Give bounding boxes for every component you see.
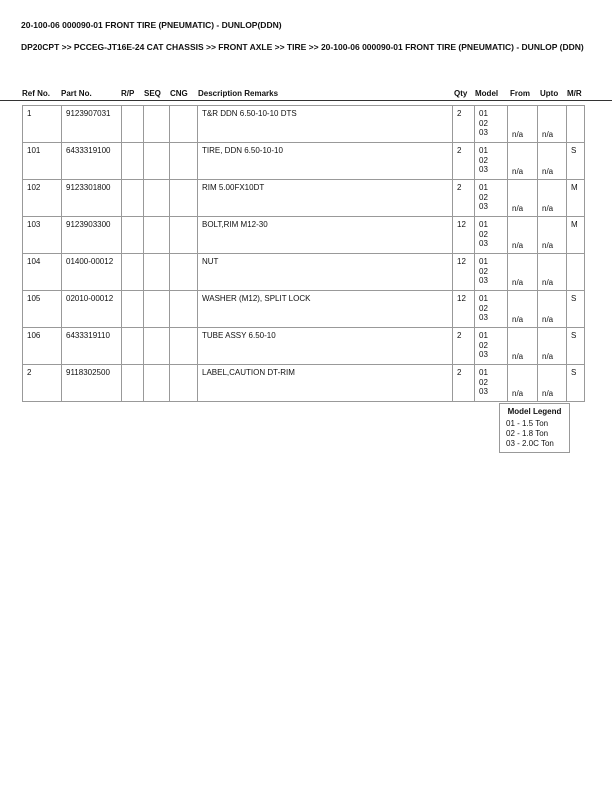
cell-empty bbox=[122, 291, 144, 328]
cell-empty bbox=[170, 180, 198, 217]
page-title: 20-100-06 000090-01 FRONT TIRE (PNEUMATIC) - DUNLOP(DDN) bbox=[21, 20, 282, 30]
cell-ref: 105 bbox=[23, 291, 62, 328]
table-row bbox=[23, 180, 585, 217]
cell-desc: BOLT,RIM M12-30 bbox=[198, 217, 453, 254]
cell-empty bbox=[144, 365, 170, 402]
cell-ref: 101 bbox=[23, 143, 62, 180]
column-header: M/R bbox=[567, 89, 582, 98]
table-row bbox=[23, 217, 585, 254]
header-divider bbox=[0, 100, 612, 101]
cell-empty bbox=[144, 217, 170, 254]
cell-qty: 12 bbox=[453, 254, 475, 291]
cell-mr: S bbox=[567, 328, 585, 365]
cell-ref: 104 bbox=[23, 254, 62, 291]
legend-title: Model Legend bbox=[507, 407, 562, 416]
cell-empty bbox=[122, 106, 144, 143]
cell-empty bbox=[170, 143, 198, 180]
cell-ref: 106 bbox=[23, 328, 62, 365]
model-legend bbox=[499, 403, 570, 453]
column-header: Model bbox=[475, 89, 499, 98]
cell-part: 9123301800 bbox=[62, 180, 122, 217]
cell-model: 01 02 03 bbox=[475, 106, 508, 143]
cell-upto: n/a bbox=[538, 180, 567, 217]
parts-table bbox=[22, 105, 585, 402]
cell-upto: n/a bbox=[538, 291, 567, 328]
table-row bbox=[23, 291, 585, 328]
cell-empty bbox=[170, 217, 198, 254]
cell-upto: n/a bbox=[538, 143, 567, 180]
cell-part: 02010-00012 bbox=[62, 291, 122, 328]
cell-ref: 103 bbox=[23, 217, 62, 254]
cell-desc: WASHER (M12), SPLIT LOCK bbox=[198, 291, 453, 328]
cell-empty bbox=[144, 106, 170, 143]
cell-model: 01 02 03 bbox=[475, 217, 508, 254]
cell-mr: M bbox=[567, 217, 585, 254]
cell-model: 01 02 03 bbox=[475, 254, 508, 291]
cell-from: n/a bbox=[508, 180, 538, 217]
cell-from: n/a bbox=[508, 143, 538, 180]
cell-ref: 102 bbox=[23, 180, 62, 217]
cell-from: n/a bbox=[508, 291, 538, 328]
column-header: Part No. bbox=[61, 89, 92, 98]
cell-part: 9123907031 bbox=[62, 106, 122, 143]
cell-qty: 2 bbox=[453, 106, 475, 143]
column-header: Ref No. bbox=[22, 89, 50, 98]
cell-from: n/a bbox=[508, 254, 538, 291]
cell-desc: LABEL,CAUTION DT-RIM bbox=[198, 365, 453, 402]
cell-from: n/a bbox=[508, 328, 538, 365]
cell-upto: n/a bbox=[538, 106, 567, 143]
cell-part: 6433319110 bbox=[62, 328, 122, 365]
cell-part: 9123903300 bbox=[62, 217, 122, 254]
cell-empty bbox=[170, 328, 198, 365]
cell-desc: RIM 5.00FX10DT bbox=[198, 180, 453, 217]
legend-item: 02 - 1.8 Ton bbox=[506, 429, 549, 438]
cell-empty bbox=[144, 254, 170, 291]
cell-empty bbox=[170, 254, 198, 291]
cell-desc: NUT bbox=[198, 254, 453, 291]
table-row bbox=[23, 328, 585, 365]
cell-mr: S bbox=[567, 291, 585, 328]
cell-mr: S bbox=[567, 365, 585, 402]
cell-upto: n/a bbox=[538, 217, 567, 254]
cell-part: 9118302500 bbox=[62, 365, 122, 402]
cell-model: 01 02 03 bbox=[475, 291, 508, 328]
cell-desc: TIRE, DDN 6.50-10-10 bbox=[198, 143, 453, 180]
cell-model: 01 02 03 bbox=[475, 143, 508, 180]
table-row bbox=[23, 365, 585, 402]
cell-mr bbox=[567, 106, 585, 143]
column-header: CNG bbox=[170, 89, 188, 98]
cell-upto: n/a bbox=[538, 328, 567, 365]
column-header: Qty bbox=[454, 89, 468, 98]
cell-empty bbox=[122, 143, 144, 180]
cell-from: n/a bbox=[508, 217, 538, 254]
table-row bbox=[23, 106, 585, 143]
cell-part: 6433319100 bbox=[62, 143, 122, 180]
cell-desc: T&R DDN 6.50-10-10 DTS bbox=[198, 106, 453, 143]
cell-ref: 1 bbox=[23, 106, 62, 143]
table-row bbox=[23, 143, 585, 180]
cell-empty bbox=[122, 365, 144, 402]
cell-empty bbox=[144, 143, 170, 180]
cell-empty bbox=[144, 328, 170, 365]
column-header: Upto bbox=[540, 89, 559, 98]
cell-ref: 2 bbox=[23, 365, 62, 402]
breadcrumb: DP20CPT >> PCCEG-JT16E-24 CAT CHASSIS >> FRONT AXLE >> TIRE >> 20-100-06 000090-01 FRONT TIRE (PNEUMATIC) - DUNLOP (DDN) bbox=[21, 42, 584, 52]
cell-part: 01400-00012 bbox=[62, 254, 122, 291]
cell-qty: 2 bbox=[453, 180, 475, 217]
cell-model: 01 02 03 bbox=[475, 328, 508, 365]
cell-qty: 12 bbox=[453, 217, 475, 254]
cell-empty bbox=[170, 365, 198, 402]
cell-qty: 12 bbox=[453, 291, 475, 328]
legend-item: 03 - 2.0C Ton bbox=[506, 439, 554, 448]
cell-desc: TUBE ASSY 6.50-10 bbox=[198, 328, 453, 365]
cell-empty bbox=[122, 254, 144, 291]
table-row bbox=[23, 254, 585, 291]
cell-mr: M bbox=[567, 180, 585, 217]
column-header: Description Remarks bbox=[198, 89, 279, 98]
cell-mr bbox=[567, 254, 585, 291]
cell-empty bbox=[170, 291, 198, 328]
cell-model: 01 02 03 bbox=[475, 180, 508, 217]
cell-empty bbox=[122, 217, 144, 254]
legend-item: 01 - 1.5 Ton bbox=[506, 419, 549, 428]
cell-from: n/a bbox=[508, 365, 538, 402]
column-header: SEQ bbox=[144, 89, 161, 98]
column-header: R/P bbox=[121, 89, 135, 98]
cell-empty bbox=[144, 291, 170, 328]
cell-empty bbox=[122, 328, 144, 365]
cell-empty bbox=[144, 180, 170, 217]
cell-empty bbox=[170, 106, 198, 143]
cell-upto: n/a bbox=[538, 254, 567, 291]
cell-empty bbox=[122, 180, 144, 217]
column-header: From bbox=[510, 89, 530, 98]
cell-qty: 2 bbox=[453, 328, 475, 365]
cell-qty: 2 bbox=[453, 365, 475, 402]
cell-upto: n/a bbox=[538, 365, 567, 402]
cell-qty: 2 bbox=[453, 143, 475, 180]
cell-mr: S bbox=[567, 143, 585, 180]
cell-from: n/a bbox=[508, 106, 538, 143]
cell-model: 01 02 03 bbox=[475, 365, 508, 402]
